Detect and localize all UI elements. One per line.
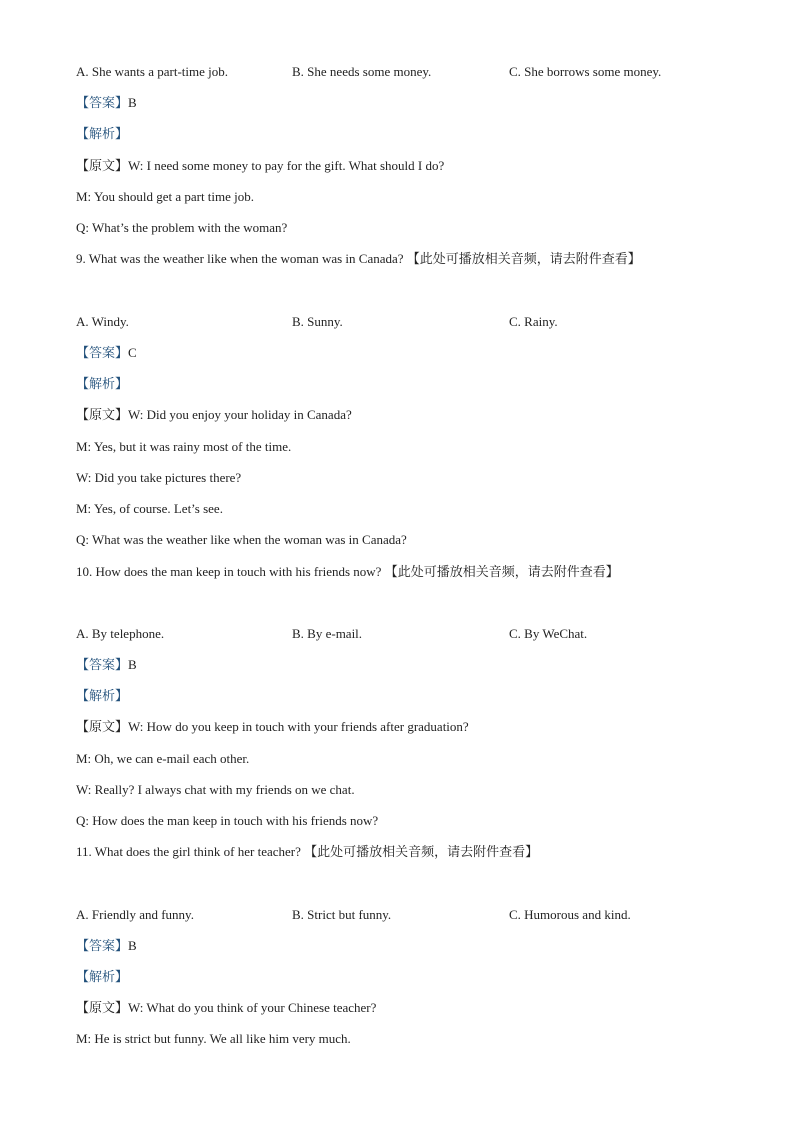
option-c: C. Humorous and kind.: [509, 907, 631, 922]
analysis-label: 【解析】: [76, 688, 129, 703]
transcript-line: M: Yes, but it was rainy most of the time.: [76, 439, 292, 454]
option-a: A. Friendly and funny.: [76, 907, 194, 922]
transcript-line: M: Yes, of course. Let’s see.: [76, 501, 223, 516]
answer-line: [76, 657, 137, 673]
transcript-text: W: What do you think of your Chinese teacher?: [128, 1000, 377, 1015]
answer-line: [76, 95, 137, 111]
answer-value: B: [128, 95, 137, 110]
question-9: 9. What was the weather like when the woman was in Canada? 【此处可播放相关音频，请去附件查看】: [76, 251, 641, 266]
analysis-label: 【解析】: [76, 126, 129, 141]
analysis-label: 【解析】: [76, 969, 129, 984]
option-c: C. She borrows some money.: [509, 64, 662, 79]
transcript-line: W: Did you take pictures there?: [76, 470, 242, 485]
answer-label: 【答案】: [76, 657, 129, 672]
answer-value: B: [128, 657, 137, 672]
transcript-line: W: Really? I always chat with my friends on we chat.: [76, 782, 355, 797]
transcript-line: M: Oh, we can e-mail each other.: [76, 751, 250, 766]
option-b: B. Sunny.: [292, 314, 343, 329]
option-c: C. Rainy.: [509, 314, 558, 329]
option-a: A. Windy.: [76, 314, 129, 329]
option-b: B. She needs some money.: [292, 64, 432, 79]
transcript-text: W: I need some money to pay for the gift. What should I do?: [128, 158, 445, 173]
answer-label: 【答案】: [76, 345, 129, 360]
option-c: C. By WeChat.: [509, 626, 588, 641]
original-label: 【原文】: [76, 1000, 129, 1015]
answer-value: B: [128, 938, 137, 953]
transcript-line: [76, 1000, 376, 1016]
transcript-text: W: How do you keep in touch with your friends after graduation?: [128, 719, 469, 734]
transcript-line: [76, 407, 352, 423]
transcript-line: Q: How does the man keep in touch with his friends now?: [76, 813, 379, 828]
answer-value: C: [128, 345, 137, 360]
transcript-text: W: Did you enjoy your holiday in Canada?: [128, 407, 352, 422]
original-label: 【原文】: [76, 719, 129, 734]
transcript-line: Q: What’s the problem with the woman?: [76, 220, 288, 235]
answer-line: [76, 938, 137, 954]
answer-label: 【答案】: [76, 938, 129, 953]
transcript-line: M: He is strict but funny. We all like him very much.: [76, 1031, 351, 1046]
transcript-line: Q: What was the weather like when the woman was in Canada?: [76, 532, 407, 547]
transcript-line: [76, 158, 444, 174]
question-10: 10. How does the man keep in touch with his friends now? 【此处可播放相关音频，请去附件查看】: [76, 564, 619, 579]
original-label: 【原文】: [76, 407, 129, 422]
analysis-label: 【解析】: [76, 376, 129, 391]
option-b: B. Strict but funny.: [292, 907, 392, 922]
original-label: 【原文】: [76, 158, 129, 173]
answer-label: 【答案】: [76, 95, 129, 110]
transcript-line: M: You should get a part time job.: [76, 189, 255, 204]
transcript-line: [76, 719, 469, 735]
question-11: 11. What does the girl think of her teacher? 【此处可播放相关音频，请去附件查看】: [76, 844, 539, 859]
option-b: B. By e-mail.: [292, 626, 363, 641]
option-a: A. She wants a part-time job.: [76, 64, 228, 79]
option-a: A. By telephone.: [76, 626, 165, 641]
answer-line: [76, 345, 137, 361]
